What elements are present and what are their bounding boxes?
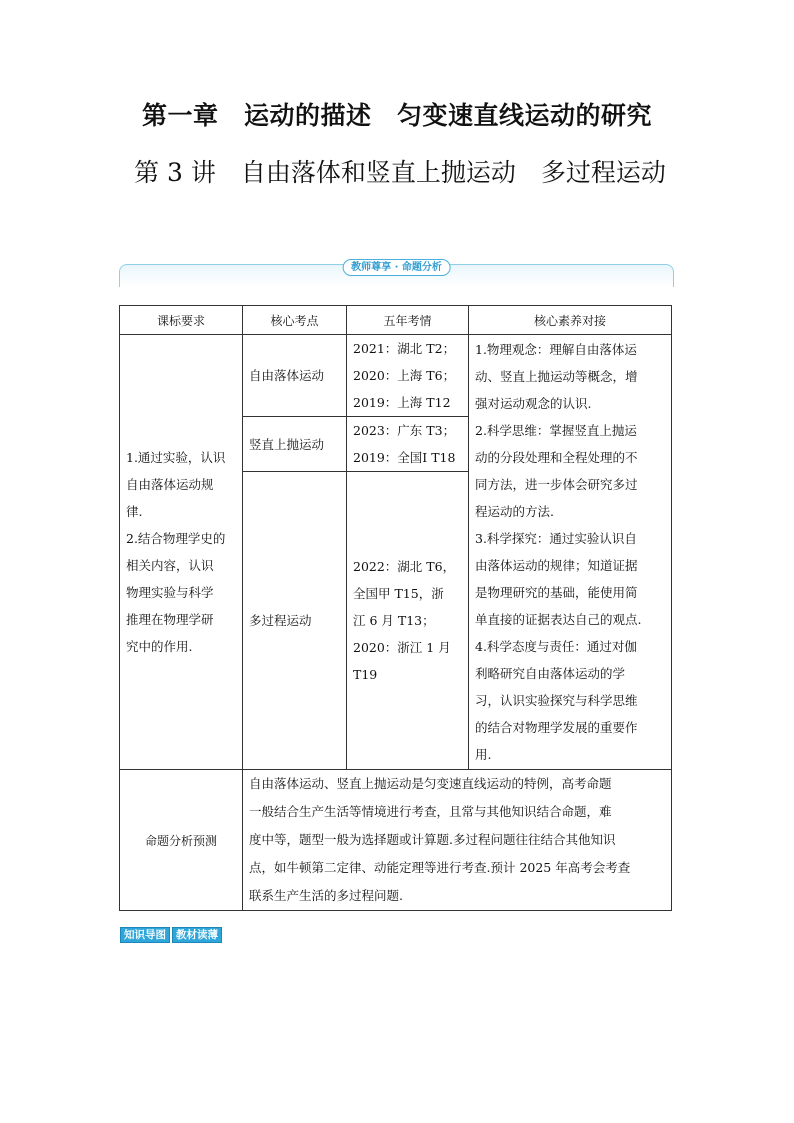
table-row — [120, 335, 672, 417]
text-line: 究中的作用. — [126, 639, 193, 654]
text-line: 2020：浙江 1 月 — [353, 640, 451, 655]
text-line: 一般结合生产生活等情境进行考查，且常与其他知识结合命题，难 — [249, 804, 612, 819]
topic-cell — [243, 417, 347, 472]
text-line: 习，认识实验探究与科学思维 — [475, 693, 638, 708]
text-line: 2023：广东 T3； — [353, 423, 456, 438]
exam-lines — [347, 553, 468, 688]
text-line: 2019：全国Ⅰ T18 — [353, 450, 456, 465]
text-line: 2019：上海 T12 — [353, 395, 451, 410]
text-line: 动的分段处理和全程处理的不 — [475, 450, 638, 465]
header-cell: 核心素养对接 — [469, 306, 672, 335]
header-cell: 课标要求 — [120, 306, 243, 335]
header-cell: 五年考情 — [347, 306, 469, 335]
text-line: T19 — [353, 667, 378, 682]
text-line: 由落体运动的规律；知道证据 — [475, 558, 638, 573]
text-line: 动、竖直上抛运动等概念，增 — [475, 369, 638, 384]
analysis-lines — [243, 770, 671, 910]
topic-cell — [243, 335, 347, 417]
text-line: 自由落体运动、竖直上抛运动是匀变速直线运动的特例，高考命题 — [249, 776, 612, 791]
topic-name: 竖直上抛运动 — [249, 436, 325, 452]
teacher-banner — [119, 264, 674, 287]
header-cell: 核心考点 — [243, 306, 347, 335]
text-line: 3.科学探究：通过实验认识自 — [475, 531, 637, 546]
text-line: 的结合对物理学发展的重要作 — [475, 720, 638, 735]
lesson-title: 第 3 讲 自由落体和竖直上抛运动 多过程运动 — [134, 158, 666, 187]
text-line: 律. — [126, 504, 143, 519]
text-line: 相关内容，认识 — [126, 558, 214, 573]
topic-cell — [243, 472, 347, 770]
exam-cell — [347, 417, 469, 472]
exam-cell — [347, 335, 469, 417]
analysis-label: 命题分析预测 — [120, 770, 243, 911]
text-line: 物理实验与科学 — [126, 585, 214, 600]
text-line: 江 6 月 T13； — [353, 613, 435, 628]
banner-label: 教师尊享 · 命题分析 — [342, 259, 451, 276]
literacy-lines — [469, 336, 671, 768]
topic-name: 自由落体运动 — [249, 368, 325, 383]
chapter-title: 第一章 运动的描述 匀变速直线运动的研究 — [141, 101, 652, 130]
curriculum-cell — [120, 335, 243, 770]
text-line: 程运动的方法. — [475, 504, 554, 519]
section-tags — [120, 927, 222, 943]
text-line: 2021：湖北 T2； — [353, 341, 456, 356]
text-line: 是物理研究的基础，能使用简 — [475, 585, 638, 600]
topic-name: 多过程运动 — [249, 613, 312, 628]
table-header-row — [120, 306, 672, 335]
curriculum-lines — [120, 444, 242, 660]
text-line: 单直接的证据表达自己的观点. — [475, 612, 642, 627]
text-line: 4.科学态度与责任：通过对伽 — [475, 639, 637, 654]
text-line: 度中等，题型一般为选择题或计算题.多过程问题往往结合其他知识 — [249, 832, 616, 847]
text-line: 联系生产生活的多过程问题. — [249, 888, 403, 903]
text-line: 2020：上海 T6； — [353, 368, 456, 383]
exam-lines — [347, 335, 468, 416]
text-line: 2022：湖北 T6， — [353, 559, 456, 574]
table-row — [120, 770, 672, 911]
text-line: 推理在物理学研 — [126, 612, 214, 627]
text-line: 2.科学思维：掌握竖直上抛运 — [475, 423, 637, 438]
text-line: 同方法，进一步体会研究多过 — [475, 477, 638, 492]
text-line: 全国甲 T15，浙 — [353, 586, 444, 601]
text-line: 1.物理观念：理解自由落体运 — [475, 342, 637, 357]
text-line: 利略研究自由落体运动的学 — [475, 666, 626, 681]
text-line: 用. — [475, 747, 492, 762]
text-line: 1.通过实验，认识 — [126, 450, 226, 465]
text-line: 点，如牛顿第二定律、动能定理等进行考查.预计 2025 年高考会考查 — [249, 860, 631, 875]
analysis-table — [119, 305, 672, 911]
tag-textbook-reading[interactable]: 教材读薄 — [172, 927, 222, 943]
tag-knowledge-map[interactable]: 知识导图 — [120, 927, 170, 943]
analysis-cell — [243, 770, 672, 911]
exam-cell — [347, 472, 469, 770]
literacy-cell — [469, 335, 672, 770]
text-line: 2.结合物理学史的 — [126, 531, 226, 546]
exam-lines — [347, 417, 468, 471]
text-line: 自由落体运动规 — [126, 477, 214, 492]
text-line: 强对运动观念的认识. — [475, 396, 592, 411]
